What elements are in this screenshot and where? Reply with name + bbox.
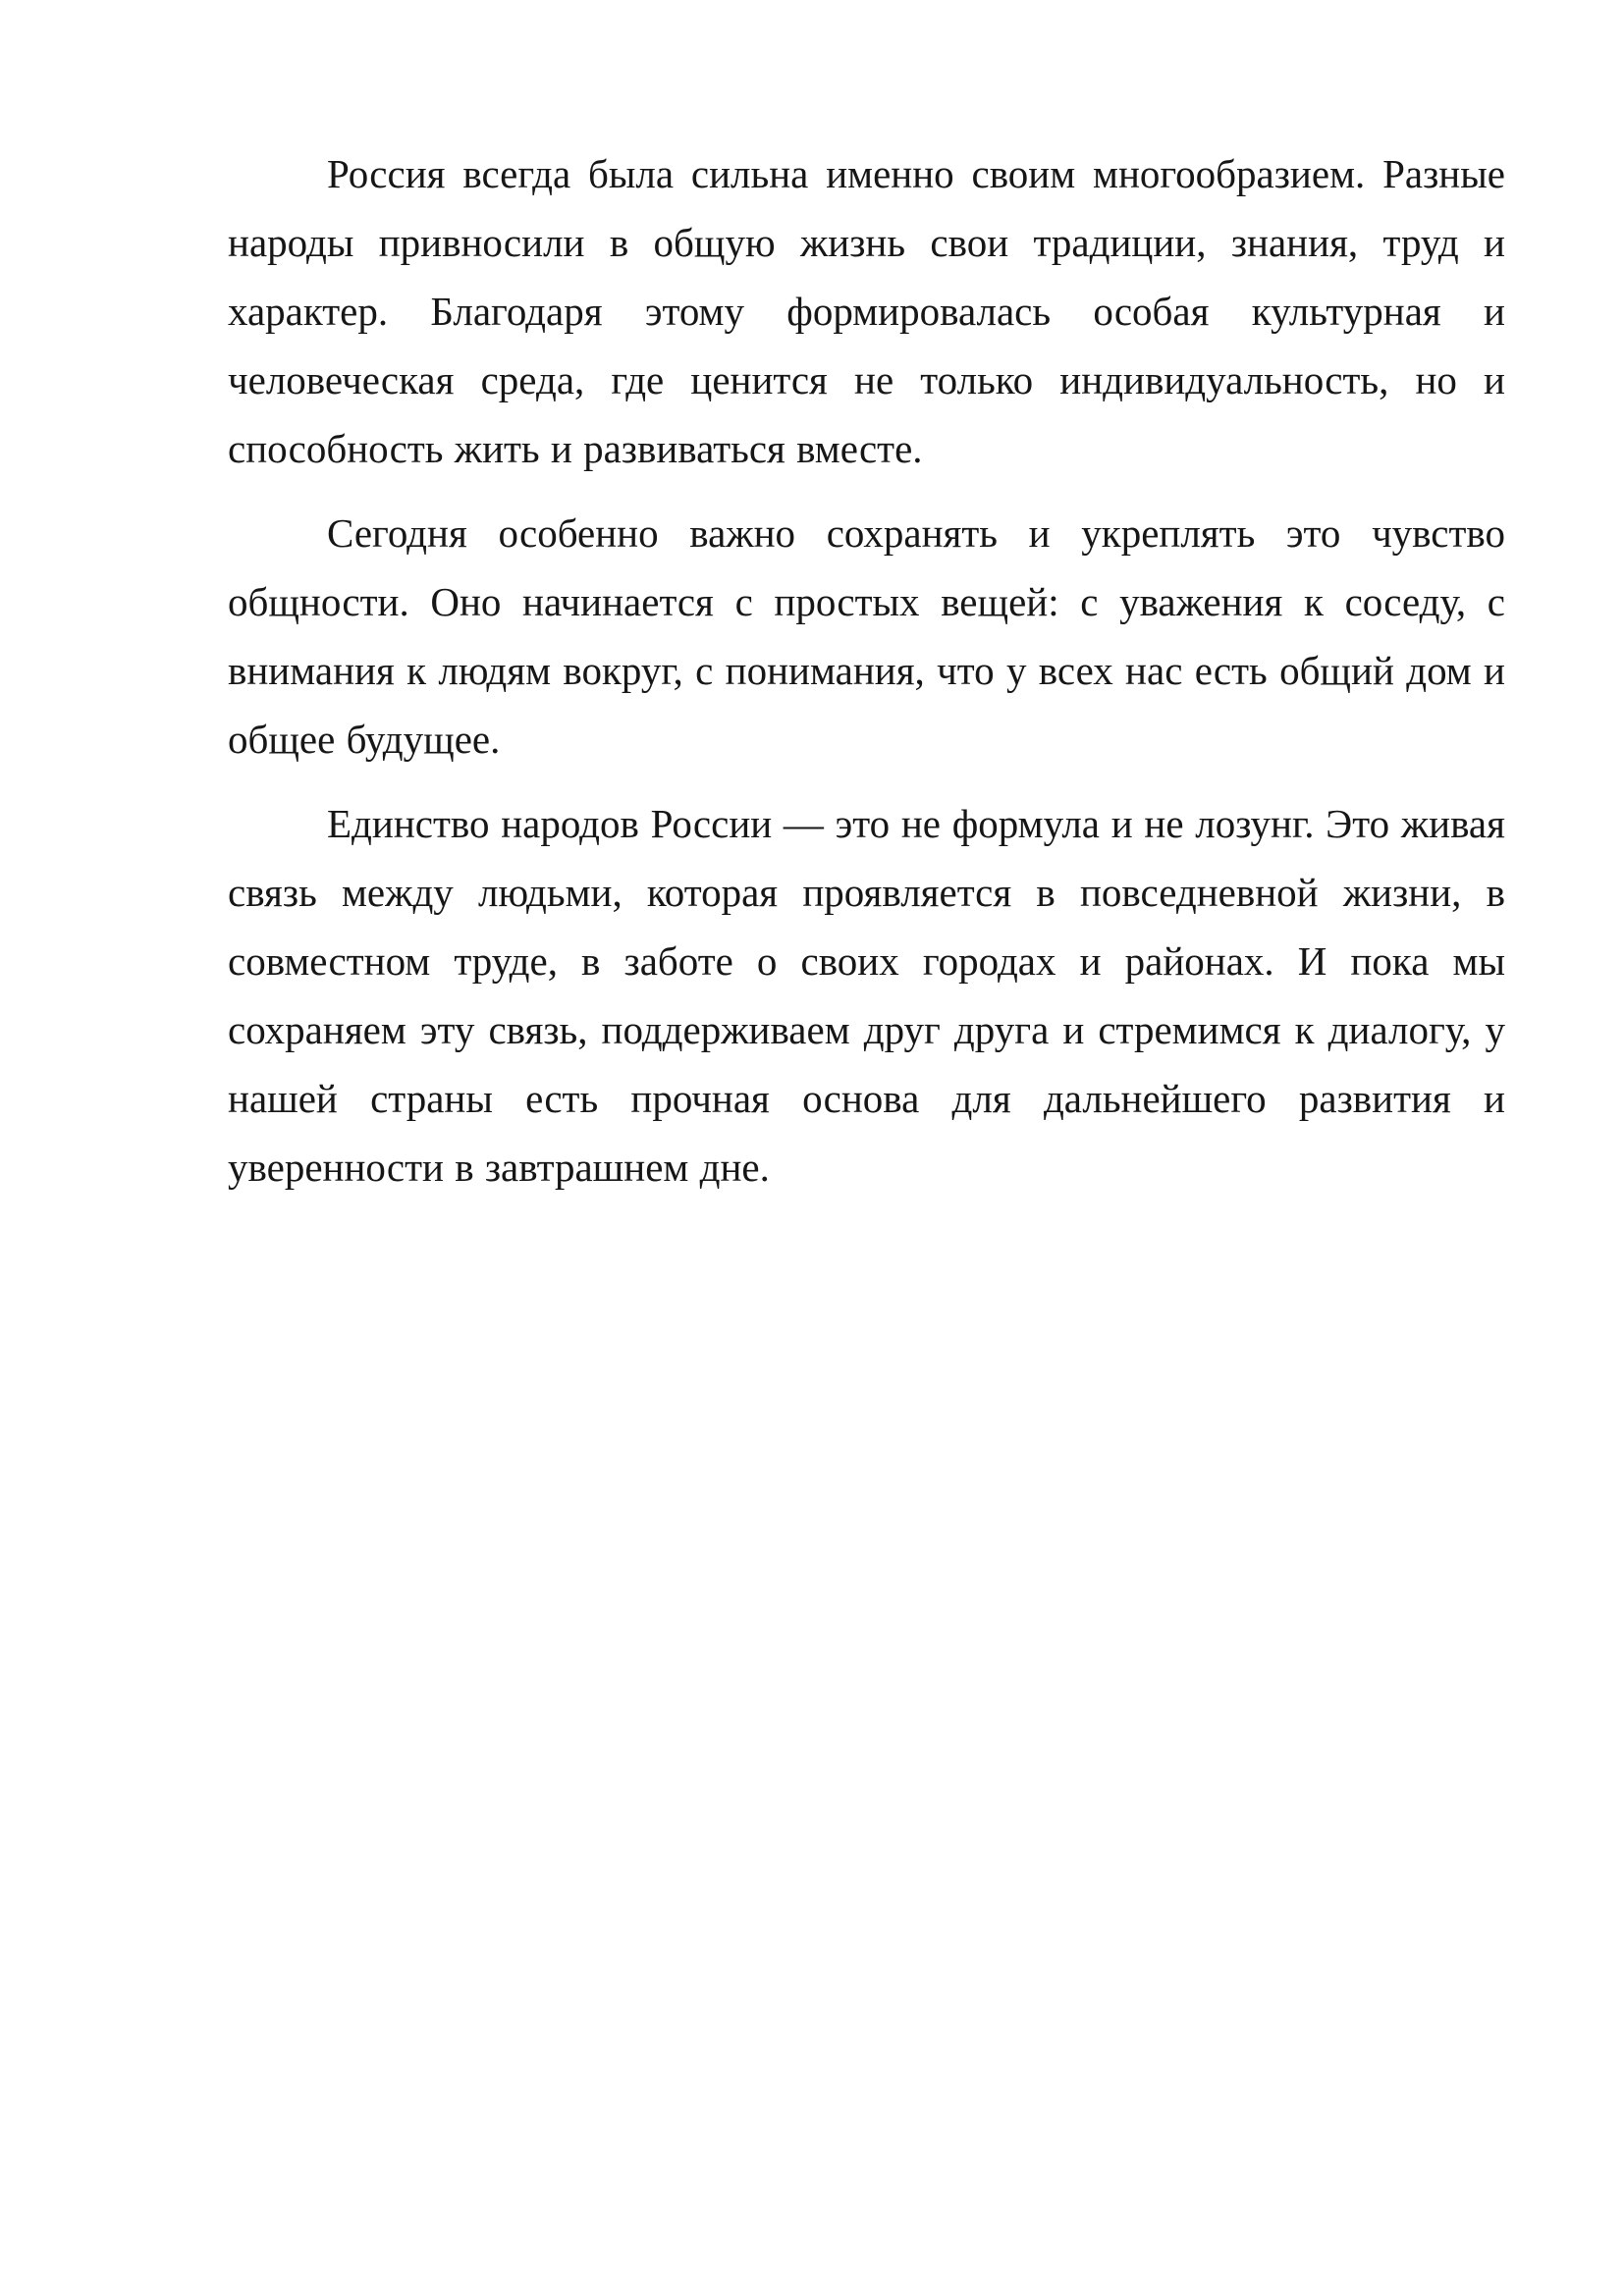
paragraph-community: Сегодня особенно важно сохранять и укреплять это чувство общности. Оно начинается с простых вещей: с уважения к соседу, с внимания к людям вокруг, с понимания, что у всех нас есть общий дом и общее будущее.: [228, 510, 1505, 762]
paragraph-unity: Единство народов России — это не формула и не лозунг. Это живая связь между людьми, которая проявляется в повседневной жизни, в совместном труде, в заботе о своих городах и районах. И пока мы сохраняем эту связь, поддерживаем друг друга и стремимся к диалогу, у нашей страны есть прочная основа для дальнейшего развития и уверенности в завтрашнем дне.: [228, 801, 1505, 1190]
document-body: [228, 139, 1505, 1201]
paragraph-diversity: Россия всегда была сильна именно своим многообразием. Разные народы привносили в общую жизнь свои традиции, знания, труд и характер. Благодаря этому формировалась особая культурная и человеческая среда, где ценится не только индивидуальность, но и способность жить и развиваться вместе.: [228, 151, 1505, 471]
